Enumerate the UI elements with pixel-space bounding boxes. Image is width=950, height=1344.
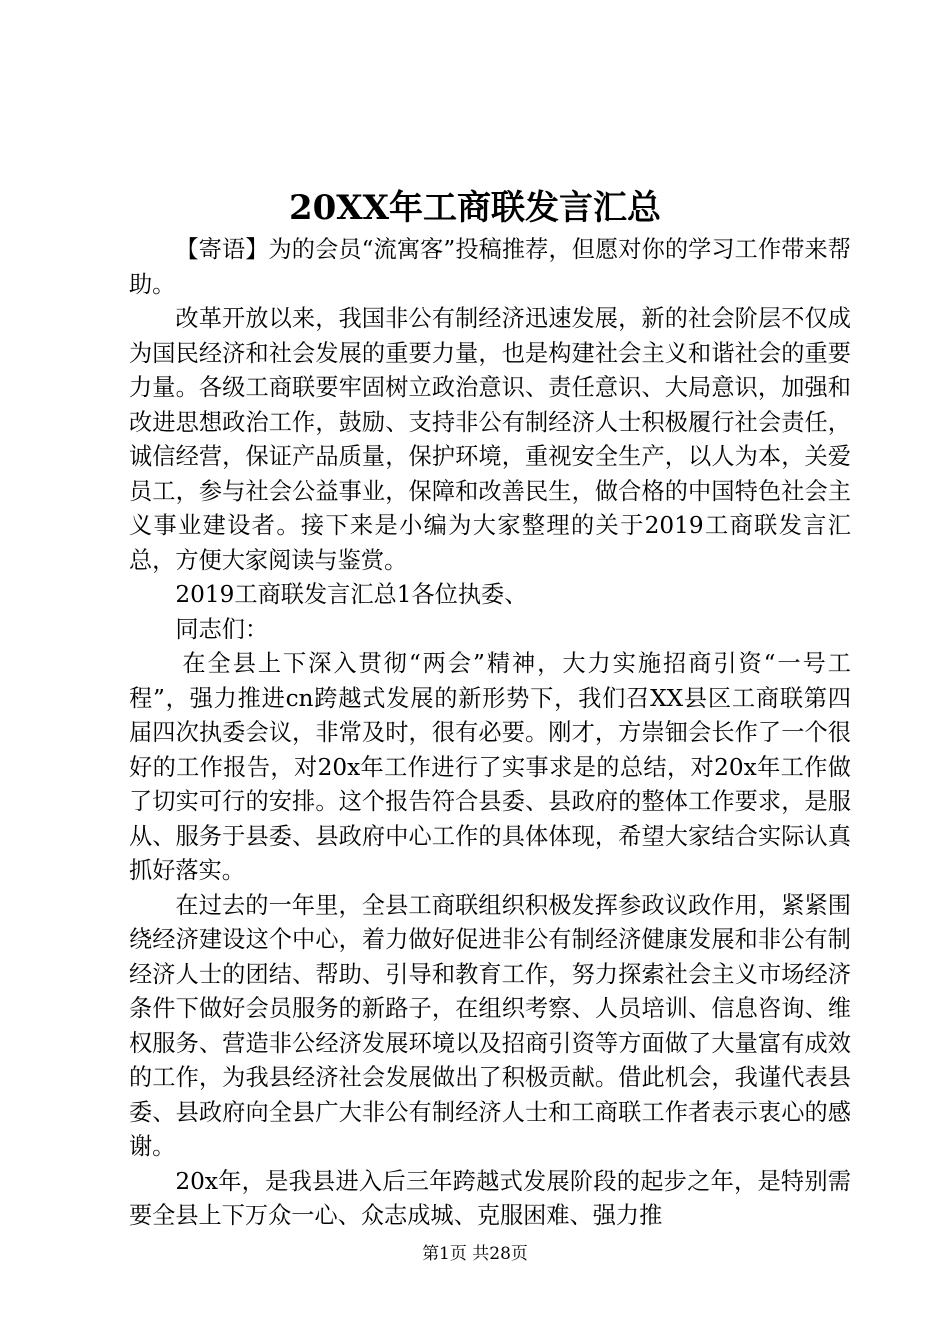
page-footer: 第1页 共28页 bbox=[422, 1244, 528, 1264]
paragraph-speech-3: 20x年，是我县进入后三年跨越式发展阶段的起步之年，是特别需要全县上下万众一心、众志成城、克服困难、强力推 bbox=[129, 1167, 851, 1229]
paragraph-speech-2: 在过去的一年里，全县工商联组织积极发挥参政议政作用，紧紧围绕经济建设这个中心，着力做好促进非公有制经济健康发展和非公有制经济人士的团结、帮助、引导和教育工作，努力探索社会主义市场经济条件下做好会员服务的新路子，在组织考察、人员培训、信息咨询、维权服务、营造非公经济发展环境以及招商引资等方面做了大量富有成效的工作，为我县经济社会发展做出了积极贡献。借此机会，我谨代表县委、县政府向全县广大非公有制经济人士和工商联工作者表示衷心的感谢。 bbox=[129, 891, 851, 1160]
document-title: 20XX年工商联发言汇总 bbox=[288, 188, 662, 228]
paragraph-salutation: 同志们： bbox=[175, 615, 269, 643]
document-body bbox=[129, 233, 851, 1234]
paragraph-intro: 改革开放以来，我国非公有制经济迅速发展，新的社会阶层不仅成为国民经济和社会发展的重要力量，也是构建社会主义和谐社会的重要力量。各级工商联要牢固树立政治意识、责任意识、大局意识，加强和改进思想政治工作，鼓励、支持非公有制经济人士积极履行社会责任，诚信经营，保证产品质量，保护环境，重视安全生产，以人为本，关爱员工，参与社会公益事业，保障和改善民生，做合格的中国特色社会主义事业建设者。接下来是小编为大家整理的关于2019工商联发言汇总，方便大家阅读与鉴赏。 bbox=[129, 305, 851, 574]
paragraph-speech-1: 在全县上下深入贯彻“两会”精神，大力实施招商引资“一号工程”，强力推进cn跨越式发展的新形势下，我们召XX县区工商联第四届四次执委会议，非常及时，很有必要。刚才，方崇钿会长作了一个很好的工作报告，对20x年工作进行了实事求是的总结，对20x年工作做了切实可行的安排。这个报告符合县委、县政府的整体工作要求，是服从、服务于县委、县政府中心工作的具体体现，希望大家结合实际认真抓好落实。 bbox=[129, 650, 851, 884]
paragraph-speech-heading: 2019工商联发言汇总1各位执委、 bbox=[175, 581, 528, 608]
paragraph-foreword: 【寄语】为的会员“流寓客”投稿推荐，但愿对你的学习工作带来帮助。 bbox=[129, 236, 851, 298]
